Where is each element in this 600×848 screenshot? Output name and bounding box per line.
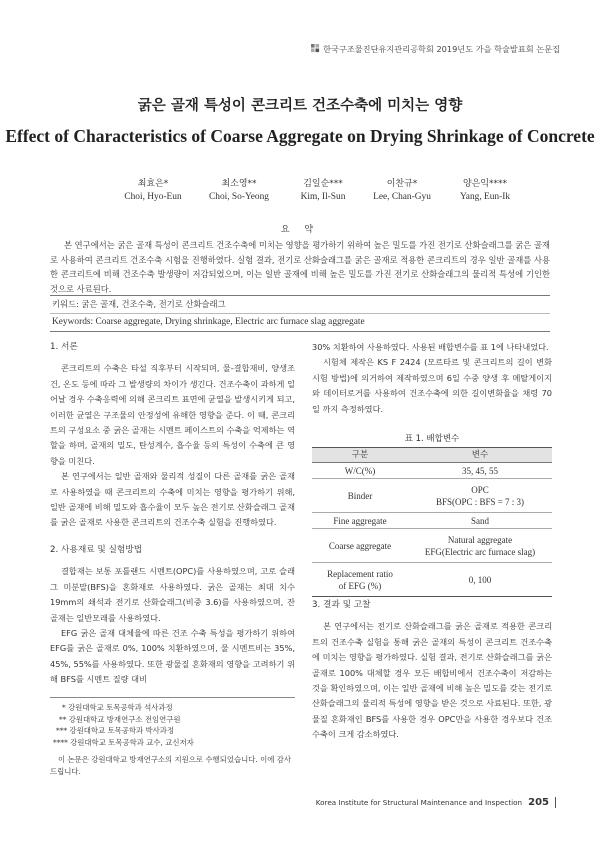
section-heading-intro: 1. 서론: [50, 342, 78, 352]
mix-table: [312, 447, 552, 597]
table-row: Binder OPC BFS(OPC : BFS = 7 : 3): [312, 479, 552, 513]
table-row: Replacement ratio of EFG (%) 0, 100: [312, 563, 552, 597]
paragraph: 결합재는 보통 포틀랜드 시멘트(OPC)를 사용하였으며, 고로 슬래그 미분말(BFS)을 혼화재로 사용하였다. 굵은 골재는 최대 치수 19mm의 쇄석과 전기로 산화슬래그(비중 3.6)를 사용하였으며, 잔골재는 일반모래를 사용하였다.: [50, 566, 295, 623]
title-english: Effect of Characteristics of Coarse Aggregate on Drying Shrinkage of Concrete: [5, 126, 595, 146]
paragraph: 본 연구에서는 일반 골재와 물리적 성질이 다른 골재를 굵은 골재로 사용하였을 때 콘크리트의 수축에 미치는 영향을 평가하기 위해, 일반 골재에 비해 밀도와 흡수율이 모두 높은 전기로 산화슬래그 골재를 굵은 골재로 사용한 콘크리트의 건조수축 실험을 진행하였다.: [50, 471, 295, 528]
author: 최효은* Choi, Hyo-Eun: [124, 179, 182, 202]
results-section: [312, 598, 552, 743]
footnote: * 강원대학교 토목공학과 석사과정: [62, 703, 173, 712]
acknowledgement: 이 논문은 강원대학교 방재연구소의 지원으로 수행되었습니다. 이에 감사드립니다.: [50, 755, 291, 776]
author: 이찬규* Lee, Chan-Gyu: [373, 179, 431, 202]
paragraph: EFG 굵은 골재 대체율에 따른 건조 수축 특성을 평가하기 위하여 EFG를 굵은 골재로 0%, 100% 치환하였으며, 물 시멘트비는 35%, 45%, 55%를 사용하였다. 또한 광물질 혼화재의 영향을 고려하기 위해 BFS를 시멘트 질량 대비: [50, 627, 295, 685]
page-number: 205: [528, 797, 556, 808]
table-row: Coarse aggregate Natural aggregate EFG(Electric arc furnace slag): [312, 529, 552, 563]
footnote: *** 강원대학교 토목공학과 박사과정: [56, 726, 175, 735]
paragraph: 본 연구에서는 전기로 산화슬래그를 굵은 골재로 적용한 콘크리트의 건조수축 실험을 통해 굵은 골재의 특성이 콘크리트 건조수축에 미치는 영향을 평가하였다. 실험 결과, 전기로 산화슬래그를 굵은 골재로 100% 대체할 경우 모든 배합비에서 건조수축이 저감하는 것을 확인하였으며, 이는 일반 골재에 비해 높은 밀도를 갖는 전기로 산화슬래그의 물리적 특성에 영향을 받은 것으로 사료된다. 또한, 광물질 혼화재인 BFS를 사용한 경우 OPC만을 사용한 경우보다 건조수축이 크게 감소하였다.: [312, 621, 552, 740]
section-heading-materials: 2. 사용재료 및 실험방법: [50, 544, 143, 555]
abstract-heading: 요 약: [280, 225, 320, 235]
journal-logo-icon: [311, 44, 320, 53]
running-header: [311, 44, 560, 55]
footnotes: [50, 697, 295, 777]
author: 김일순*** Kim, Il-Sun: [300, 179, 346, 202]
abstract-text: 본 연구에서는 굵은 골재 특성이 콘크리트 건조수축에 미치는 영향을 평가하기 위하여 높은 밀도를 가진 전기로 산화슬래그를 굵은 골재로 사용하여 콘크리트 건조수축 시험을 진행하였다. 실험 결과, 전기로 산화슬래그를 굵은 골재로 적용한 콘크리트의 경우 일반 골재를 사용한 콘크리트에 비해 건조수축 발생량이 저감되었으며, 이는 일반 골재에 비해 높은 밀도를 가진 전기로 산화슬래그의 물리적 특성에 기인한 것으로 사료된다.: [50, 240, 550, 295]
title-korean: 굵은 골재 특성이 콘크리트 건조수축에 미치는 영향: [137, 98, 463, 114]
footnote: **** 강원대학교 토목공학과 교수, 교신저자: [53, 737, 194, 747]
table-header: 변수: [408, 448, 552, 463]
table-caption: 표 1. 배합변수: [404, 434, 460, 444]
table-header: 구분: [312, 448, 408, 463]
footer-text: Korea Institute for Structural Maintenance and Inspection: [315, 798, 523, 807]
keywords-english: Keywords: Coarse aggregate, Drying shrinkage, Electric arc furnace slag aggregate: [52, 317, 365, 327]
paragraph: 시험체 제작은 KS F 2424 (모르타르 및 콘크리트의 길이 변화 시험 방법)에 의거하여 제작하였으며 6일 수중 양생 후 메탈게이지와 데이터로거를 사용하여 건조수축에 의한 길이변화율을 채령 70일 까지 측정하였다.: [312, 357, 552, 414]
footnote: ** 강원대학교 방재연구소 전임연구원: [59, 714, 181, 724]
page-footer: [316, 797, 556, 808]
keywords-box: [50, 295, 550, 332]
paragraph: 30% 치환하여 사용하였다. 사용된 배합변수를 표 1에 나타내었다.: [312, 342, 549, 352]
author: 양은익**** Yang, Eun-Ik: [459, 179, 511, 202]
header-text: 한국구조물진단유지관리공학회 2019년도 가을 학술발표회 논문집: [323, 44, 560, 54]
left-column: [50, 340, 295, 688]
right-column: [312, 340, 552, 417]
table-row: Fine aggregate Sand: [312, 513, 552, 529]
table-row: W/C(%) 35, 45, 55: [312, 463, 552, 479]
keywords-korean: 키워드: 굵은 골재, 건조수축, 전기로 산화슬래그: [50, 296, 550, 314]
paragraph: 콘크리트의 수축은 타설 직후부터 시작되며, 물-결합재비, 양생조건, 온도 등에 따라 그 발생량의 차이가 생긴다. 건조수축이 과하게 일어날 경우 수축응력에 의해 콘크리트 표면에 균열을 발생시키게 되고, 이러한 균열은 구조물의 안정성에 유해한 영향을 준다. 이 때, 콘크리트의 구성요소 중 굵은 골재는 시멘트 페이스트의 수축을 억제하는 역할을 하며, 골재의 밀도, 탄성계수, 흡수율 등의 특성이 수축에 큰 영향을 미친다.: [50, 363, 295, 466]
section-heading-results: 3. 결과 및 고찰: [312, 600, 371, 610]
author: 최소영** Choi, So-Yeong: [209, 179, 269, 202]
